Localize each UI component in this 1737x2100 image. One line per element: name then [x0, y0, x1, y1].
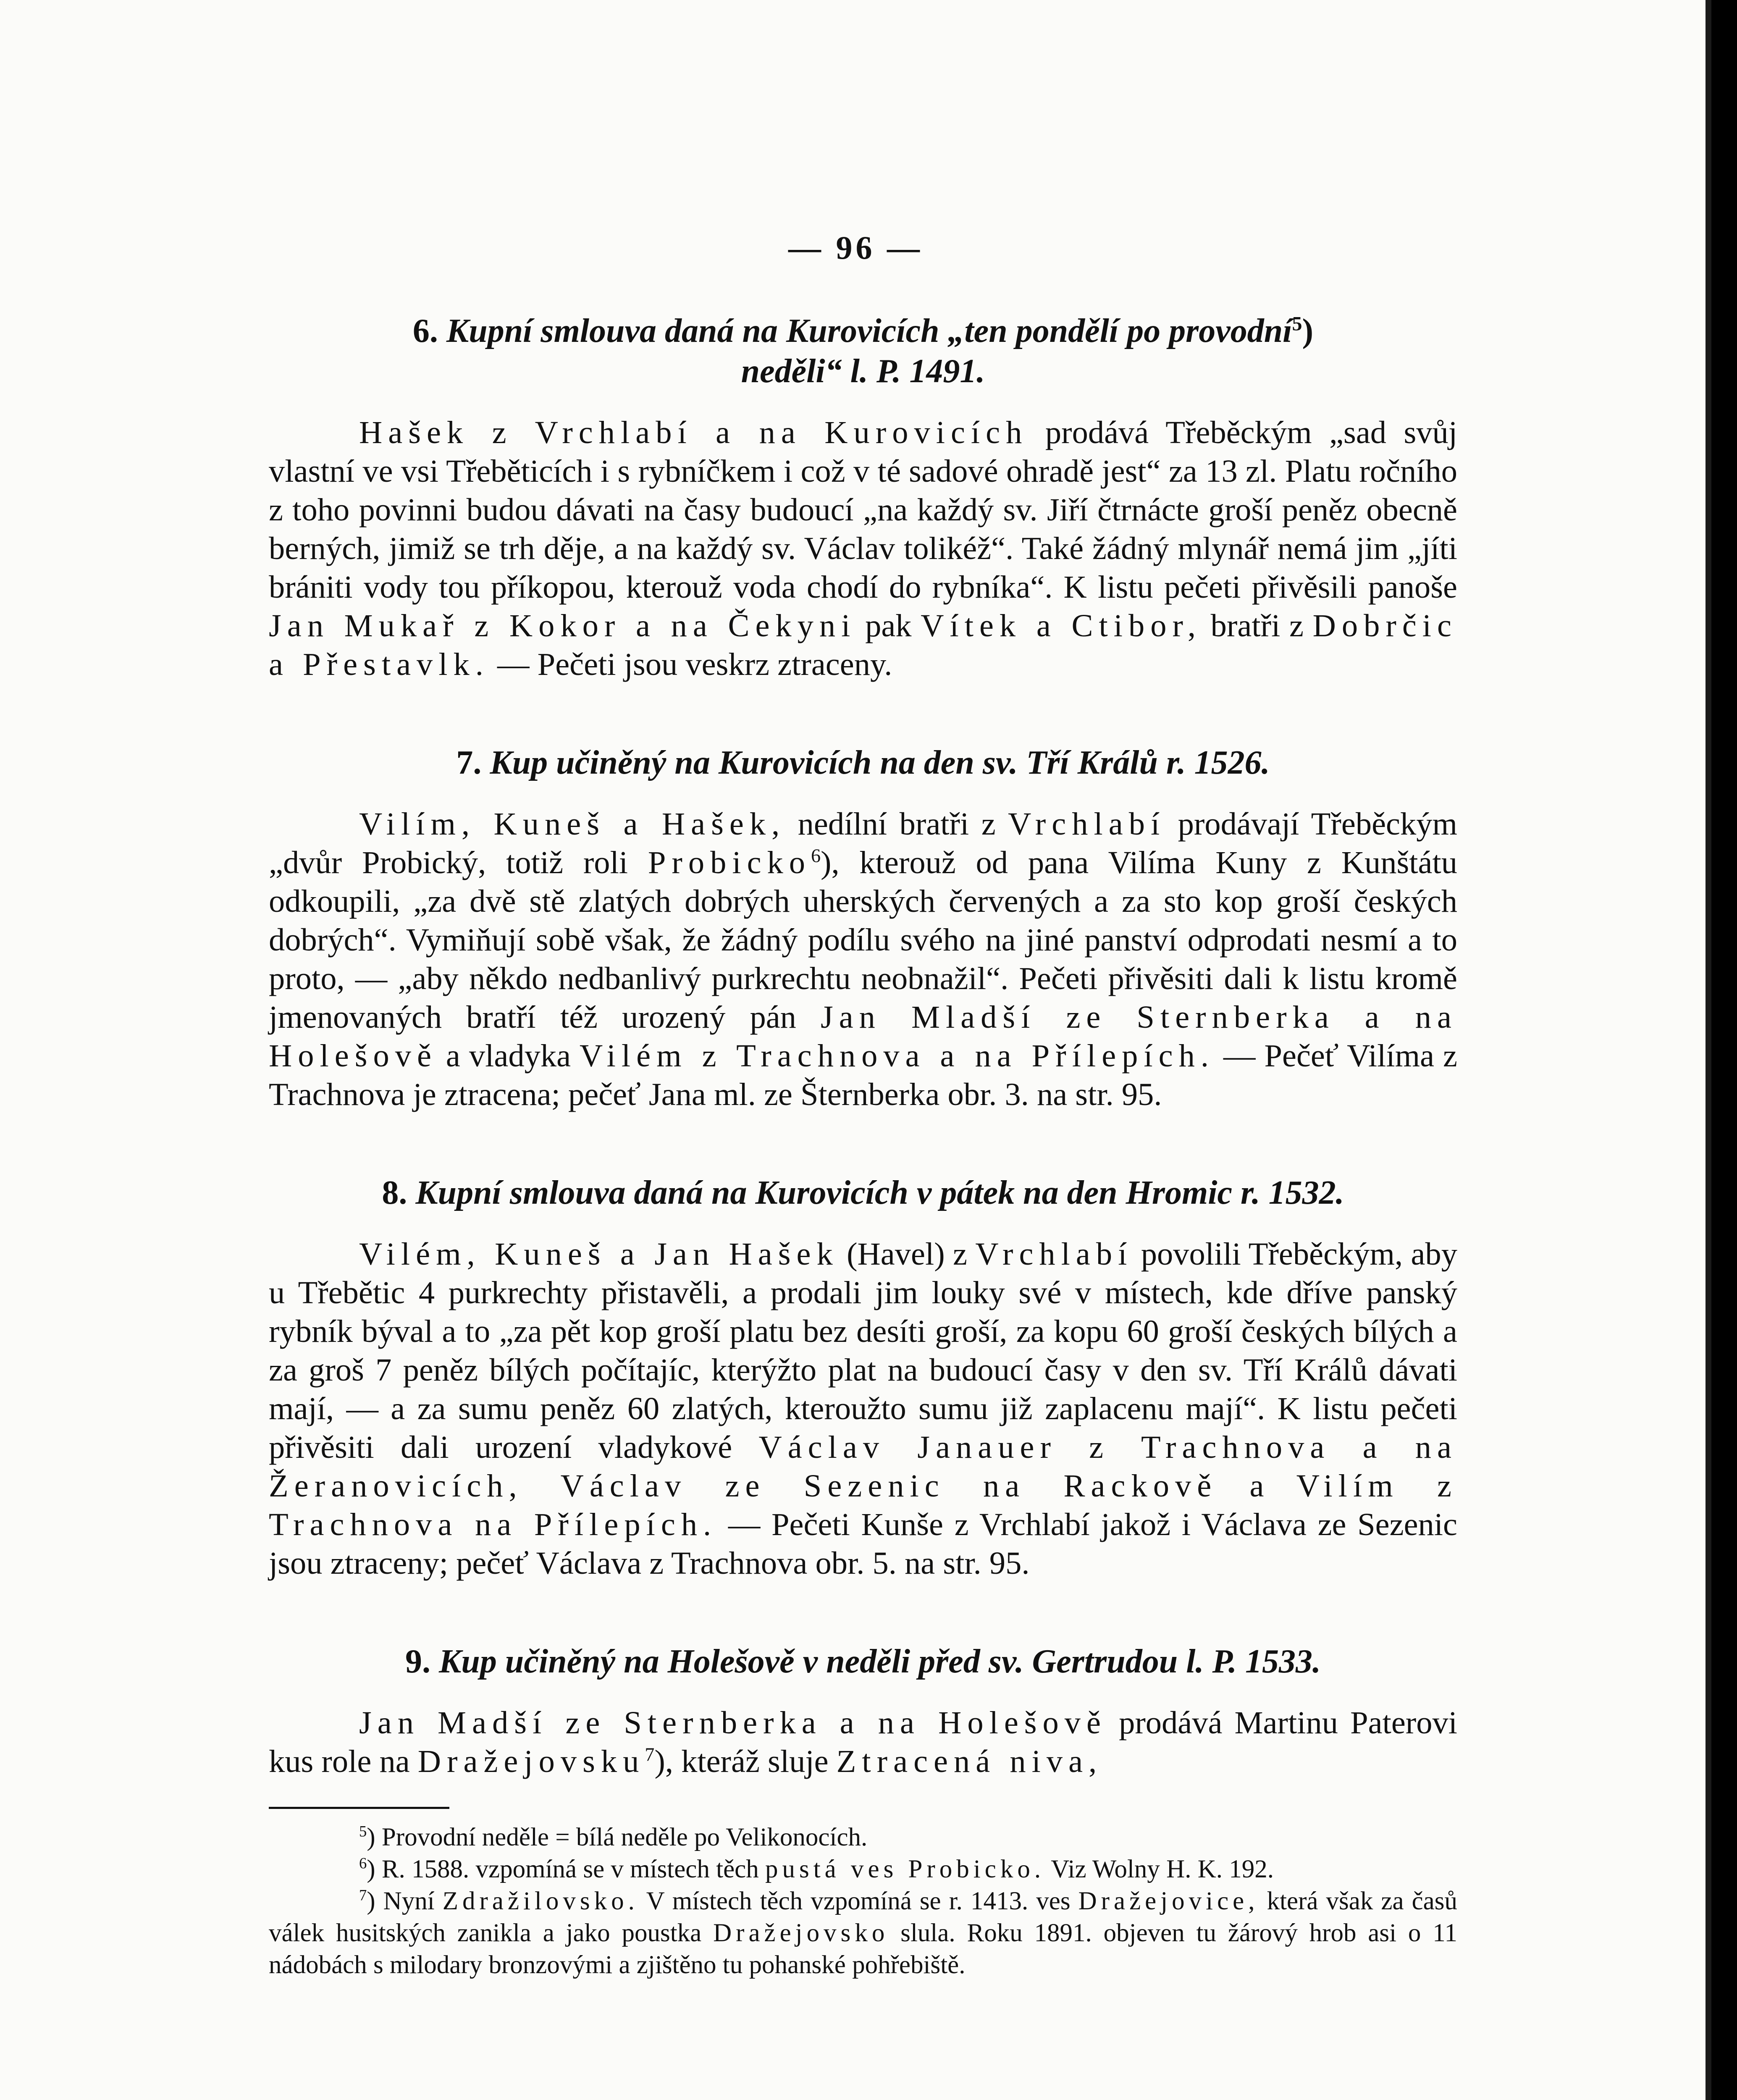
footnotes — [269, 1822, 1457, 1981]
footnote-ref-5: 5 — [1292, 312, 1302, 335]
footnote-ref-6: 6 — [811, 845, 821, 866]
section-9-heading: 9. Kup učiněný na Holešově v neděli před sv. Gertrudou l. P. 1533. — [405, 1643, 1321, 1680]
page-body — [269, 311, 1457, 1981]
footnote-5: $^5$) Provodní neděle = bílá neděle po Velikonocích. — [359, 1822, 868, 1851]
footnote-rule — [269, 1807, 449, 1809]
section-6-title-line1: Kupní smlouva daná na Kurovicích „ten pondělí po provodní — [446, 312, 1292, 349]
footnote-6: $^6$) R. 1588. vzpomíná se v místech těch pustá ves Probicko. Viz Wolny H. K. 192. — [359, 1854, 1274, 1883]
section-7-paragraph: Vilím, Kuneš a Hašek, nedílní bratři z Vrchlabí prodávají Třeběckým „dvůr Probický, totiž roli Probicko$^6$), kterouž od pana Vilíma Kuny z Kunštátu odkoupili, „za dvě stě zlatých dobrých uherských červených a za sto kop groší českých dobrých“. Vymiňují sobě však, že žádný podílu svého na jiné panství odprodati nesmí a to proto, — „aby někdo nedbanlivý purkrechtu neobnažil“. Pečeti přivěsiti dali k listu kromě jmenovaných bratří též urozený pán Jan Mladší ze Sternberka a na Holešově a vladyka Vilém z Trachnova a na Přílepích. — Pečeť Vilíma z Trachnova je ztracena; pečeť Jana ml. ze Šternberka obr. 3. na str. 95. — [269, 806, 1457, 1112]
section-6-heading: 6. Kupní smlouva daná na Kurovicích „ten pondělí po provodní$^5$) neděli“ l. P. 1491. — [412, 312, 1314, 390]
section-7-heading: 7. Kup učiněný na Kurovicích na den sv. Tří Králů r. 1526. — [456, 744, 1270, 781]
footnote-7: $^7$) Nyní Zdražilovsko. V místech těch vzpomíná se r. 1413. ves Dražejovice, která však za časů válek husitských zanikla a jako poustka Dražejovsko slula. Roku 1891. objeven tu žárový hrob asi o 11 nádobách s milodary bronzovými a zjištěno tu pohanské pohřebiště. — [269, 1886, 1457, 1979]
section-9-paragraph: Jan Madší ze Sternberka a na Holešově prodává Martinu Paterovi kus role na Dražejovsku$^7$), kteráž sluje Ztracená niva, — [269, 1705, 1458, 1779]
section-8-heading: 8. Kupní smlouva daná na Kurovicích v pátek na den Hromic r. 1532. — [382, 1174, 1344, 1211]
section-8-paragraph: Vilém, Kuneš a Jan Hašek (Havel) z Vrchlabí povolili Třeběckým, aby u Třebětic 4 purkrechty přistavěli, a prodali jim louky své v místech, kde dříve panský rybník býval a to „za pět kop groší platu bez desíti groší, za kopu 60 groší českých bílých a za groš 7 peněz bílých počítajíc, kterýžto plat na budoucí časy v den sv. Tří Králů dávati mají, — a za sumu peněz 60 zlatých, kteroužto sumu již zaplacenu mají“. K listu pečeti přivěsiti dali urození vladykové Václav Janauer z Trachnova a na Žeranovicích, Václav ze Sezenic na Rackově a Vilím z Trachnova na Přílepích. — Pečeti Kunše z Vrchlabí jakož i Václava ze Sezenic jsou ztraceny; pečeť Václava z Trachnova obr. 5. na str. 95. — [269, 1236, 1457, 1581]
section-6-title-line2: neděli“ l. P. 1491. — [741, 353, 985, 390]
footnote-ref-7: 7 — [645, 1743, 655, 1765]
page-number: — 96 — — [788, 229, 923, 266]
section-6-paragraph: Hašek z Vrchlabí a na Kurovicích prodává Třeběckým „sad svůj vlastní ve vsi Třeběticích i s rybníčkem i což v té sadové ohradě jest“ za 13 zl. Platu ročního z toho povinni budou dávati na časy budoucí „na každý sv. Jiří čtrnácte groší peněz obecně berných, jimiž se trh děje, a na každý sv. Václav tolikéž“. Také žádný mlynář nemá jim „jíti brániti vody tou příkopou, kterouž voda chodí do rybníka“. K listu pečeti přivěsili panoše Jan Mukař z Kokor a na Čekyni pak Vítek a Ctibor, bratři z Dobrčic a Přestavlk. — Pečeti jsou veskrz ztraceny. — [269, 415, 1458, 682]
